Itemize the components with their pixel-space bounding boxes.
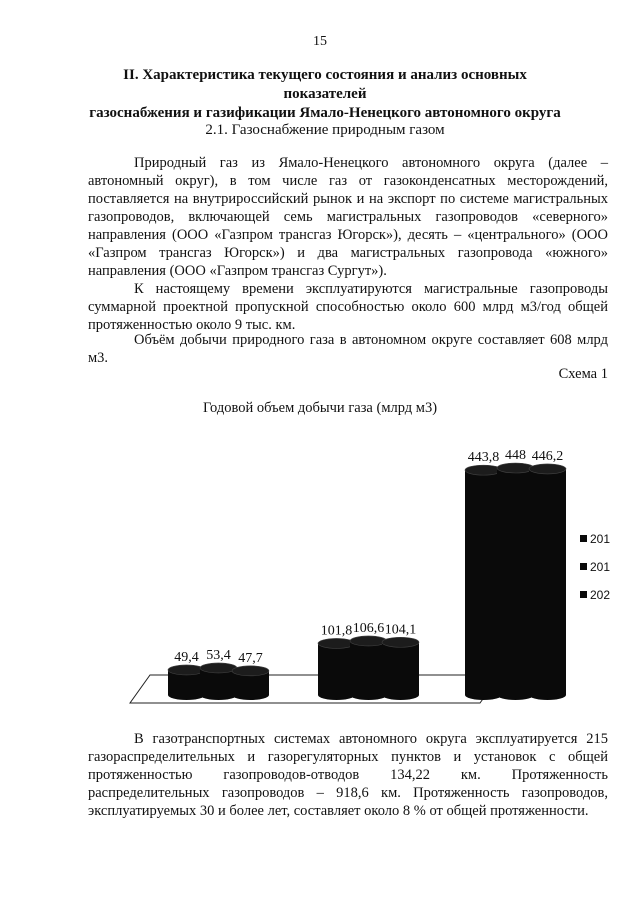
paragraph-pipelines xyxy=(88,280,608,334)
bar-s2-g1 xyxy=(382,642,419,695)
bar-base-s1-g0 xyxy=(200,690,237,700)
paragraph-pipelines-text: К настоящему времени эксплуатируются магистральные газопроводы суммарной проектной пропускной способностью около 600 млрд м3/год общей протяженностью около 9 тыс. км. xyxy=(88,281,608,333)
bar-base-s0-g2 xyxy=(465,690,502,700)
data-label-s0-g1: 101,8 xyxy=(320,623,353,639)
bar-base-s2-g0 xyxy=(232,690,269,700)
bar-base-s0-g1 xyxy=(318,690,355,700)
paragraph-gas-supply-text: Природный газ из Ямало-Ненецкого автономного округа (далее – автономный округ), в том числе газ от газоконденсатных месторождений, поставляется на внутрироссийский рынок и на экспорт по системе магистральных газопроводов, включающей семь магистральных газопроводов «северного» направления (ООО «Газпром трансгаз Югорск»), десять – «центрального» (ООО «Газпром трансгаз Югорск») и два магистральных газопровода «южного» направления (ООО «Газпром трансгаз Сургут»). xyxy=(88,155,608,279)
bar-top-s0-g2 xyxy=(465,465,502,475)
chart-title: Годовой объем добычи газа (млрд м3) xyxy=(202,400,438,416)
section-heading-line-2: газоснабжения и газификации Ямало-Ненецкого автономного округа xyxy=(89,105,561,121)
paragraph-production-text: Объём добычи природного газа в автономном округе составляет 608 млрд м3. xyxy=(88,332,608,366)
data-label-s1-g2: 448 xyxy=(505,448,526,463)
legend-label-2: 202 xyxy=(590,588,611,602)
bar-top-s1-g0 xyxy=(200,663,237,673)
page-number: 15 xyxy=(313,34,327,49)
data-label-s2-g2: 446,2 xyxy=(531,448,564,464)
legend-swatch-2 xyxy=(580,591,587,598)
bar-top-s0-g1 xyxy=(318,638,355,648)
bar-s1-g2 xyxy=(497,468,534,695)
bar-s2-g2 xyxy=(529,469,566,695)
legend-label-1: 201 xyxy=(590,560,611,574)
data-label-s1-g0: 53,4 xyxy=(206,647,231,663)
bar-top-s2-g2 xyxy=(529,464,566,474)
bar-base-s1-g1 xyxy=(350,690,387,700)
legend-swatch-1 xyxy=(580,563,587,570)
bar-top-s2-g0 xyxy=(232,666,269,676)
scheme-label: Схема 1 xyxy=(558,366,608,382)
bar-s0-g2 xyxy=(465,470,502,695)
data-label-s2-g1: 104,1 xyxy=(384,622,417,638)
data-label-s0-g0: 49,4 xyxy=(174,649,199,665)
data-label-s2-g0: 47,7 xyxy=(238,650,263,666)
bar-base-s2-g1 xyxy=(382,690,419,700)
paragraph-gas-transport xyxy=(88,730,608,820)
bar-s1-g1 xyxy=(350,641,387,695)
gas-production-chart xyxy=(110,425,620,715)
paragraph-production xyxy=(88,331,608,367)
paragraph-gas-transport-text: В газотранспортных системах автономного округа эксплуатируется 215 газораспределительных и газорегуляторных пунктов и установок с общей протяженностью газопроводов-отводов 134,22 км. Протяженность распределительных газопроводов – 918,6 км. Протяженность газопроводов, эксплуатируемых 30 и более лет, составляет около 8 % от общей протяженности. xyxy=(88,731,608,819)
data-label-s0-g2: 443,8 xyxy=(467,450,500,466)
bar-top-s2-g1 xyxy=(382,637,419,647)
bar-top-s1-g2 xyxy=(497,463,534,473)
bar-base-s0-g0 xyxy=(168,690,205,700)
legend-label-0: 201 xyxy=(590,532,611,546)
bar-base-s1-g2 xyxy=(497,690,534,700)
bar-base-s2-g2 xyxy=(529,690,566,700)
bar-top-s1-g1 xyxy=(350,636,387,646)
bar-top-s0-g0 xyxy=(168,665,205,675)
bar-s0-g1 xyxy=(318,643,355,695)
subsection-heading: 2.1. Газоснабжение природным газом xyxy=(205,122,445,138)
paragraph-gas-supply xyxy=(88,154,608,280)
data-label-s1-g1: 106,6 xyxy=(352,620,385,636)
legend-swatch-0 xyxy=(580,535,587,542)
section-heading-line-1: II. Характеристика текущего состояния и анализ основных показателей xyxy=(123,67,527,102)
section-heading xyxy=(80,66,570,123)
